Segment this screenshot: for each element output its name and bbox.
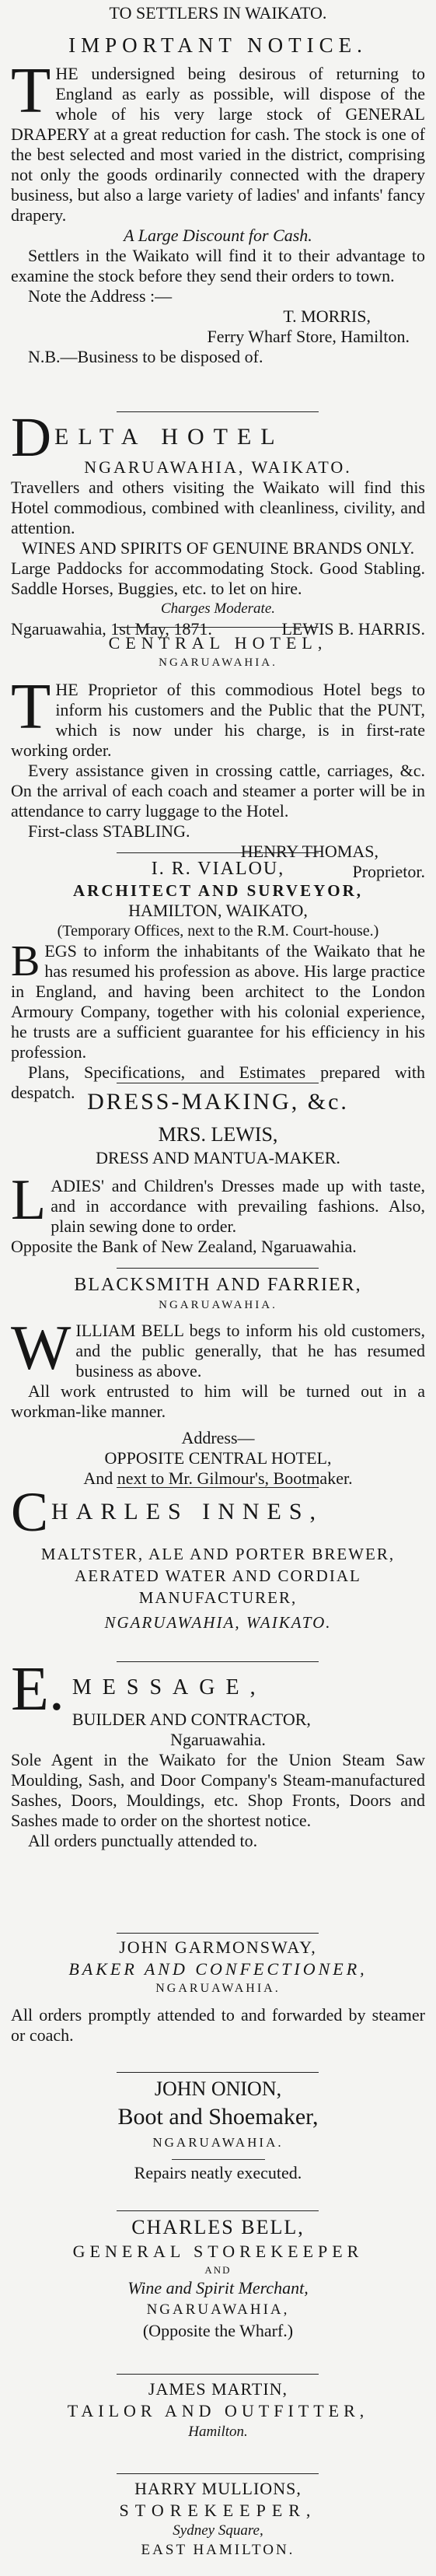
ad-trade: STOREKEEPER,: [119, 2501, 317, 2520]
ad-address-1: OPPOSITE CENTRAL HOTEL,: [104, 1448, 332, 1468]
ad-and: AND: [204, 2264, 232, 2276]
ad-opposite: Opposite the Bank of New Zealand, Ngaruawahia.: [11, 1237, 357, 1256]
ad-offices: (Temporary Offices, next to the R.M. Court-house.): [57, 922, 379, 940]
ad-name: CHARLES BELL,: [131, 2216, 305, 2238]
ad-body: WILLIAM BELL begs to inform his old customers, and the public generally, that he has resumed business as above.: [11, 1312, 425, 1383]
ad-body: Sole Agent in the Waikato for the Union Steam Saw Moulding, Sash, and Door Company's Steam-manufactured Sashes, Doors, Mouldings, etc. Shop Fronts, Doors and Sashes made to order on the shortest notice.: [11, 1750, 425, 1830]
ad-name: MRS. LEWIS,: [158, 1123, 278, 1146]
drop-cap: L: [11, 1168, 47, 1232]
ad-james-martin: [11, 2378, 425, 2470]
ad-role: Proprietor.: [352, 862, 425, 881]
ad-wines: WINES AND SPIRITS OF GENUINE BRANDS ONLY.: [21, 538, 415, 558]
ad-trade: DRESS AND MANTUA-MAKER.: [96, 1148, 340, 1167]
ad-body: Travellers and others visiting the Waikato will find this Hotel commodious, combined with cleanliness, civility, and attention.: [11, 478, 425, 537]
ad-garmonsway: [11, 1937, 425, 2069]
ad-title-line: DELTA HOTEL: [11, 406, 284, 468]
drop-cap: C: [11, 1481, 49, 1543]
ad-charges: Charges Moderate.: [160, 600, 276, 617]
ad-message-builder: [11, 1655, 425, 1929]
ad-title-line: E. MESSAGE,: [11, 1655, 267, 1724]
ad-signature: LEWIS B. HARRIS.: [281, 619, 425, 639]
ad-name: JOHN GARMONSWAY,: [119, 1937, 317, 1957]
ad-trade: GENERAL STOREKEEPER: [72, 2242, 364, 2261]
ad-wine: Wine and Spirit Merchant,: [127, 2278, 309, 2298]
ad-place: NGARUAWAHIA.: [152, 2135, 284, 2150]
ad-title-line: CHARLES INNES,: [11, 1481, 324, 1543]
ad-place: NGARUAWAHIA.: [159, 656, 277, 669]
ad-trade: Boot and Shoemaker,: [117, 2104, 319, 2130]
ad-body-2: All work entrusted to him will be turned out in a workman-like manner.: [11, 1381, 425, 1421]
ad-orders: All orders punctually attended to.: [28, 1831, 258, 1850]
ad-trade: MALTSTER, ALE AND PORTER BREWER, AERATED WATER AND CORDIAL MANUFACTURER,: [40, 1545, 396, 1607]
ad-body-2: Settlers in the Waikato will find it to their advantage to examine the stock before they send their orders to town.: [11, 246, 425, 285]
ad-body-2: Every assistance given in crossing cattle, carriages, &c. On the arrival of each coach and steamer a porter will be in attendance to carry luggage to the Hotel.: [11, 761, 425, 821]
ad-signature: T. MORRIS,: [283, 306, 371, 326]
ad-place: NGARUAWAHIA.: [159, 1299, 277, 1311]
ad-emphasis: A Large Discount for Cash.: [124, 226, 312, 245]
divider: [117, 2374, 319, 2375]
drop-cap: E.: [11, 1655, 65, 1724]
ad-name: HARRY MULLIONS,: [134, 2479, 302, 2498]
ad-trade: BAKER AND CONFECTIONER,: [68, 1959, 368, 1979]
ad-place: NGARUAWAHIA,: [146, 2301, 290, 2318]
ad-trade: TAILOR AND OUTFITTER,: [67, 2401, 369, 2420]
ad-paddocks: Large Paddocks for accommodating Stock. Good Stabling. Saddle Horses, Buggies, etc. to let on hire.: [11, 558, 425, 598]
ad-note-nb: N.B.—Business to be disposed of.: [28, 347, 263, 366]
ad-delta-hotel: [11, 406, 425, 639]
ad-body: All orders promptly attended to and forwarded by steamer or coach.: [11, 2005, 425, 2045]
divider: [117, 1487, 319, 1488]
ad-body: THE undersigned being desirous of returning to England as early as possible, will dispose of the whole of his very large stock of GENERAL DRAPERY at a great reduction for cash. The stock is one of the best selected and most varied in the district, comprising not only the goods ordinarily connected with the drapery business, but also a large variety of ladies' and infants' fancy drapery.: [11, 54, 425, 225]
ad-charles-bell: [11, 2215, 425, 2371]
ad-name: JAMES MARTIN,: [148, 2379, 288, 2399]
drop-cap: B: [11, 937, 40, 985]
divider: [117, 2210, 319, 2211]
ad-name: JOHN ONION,: [154, 2077, 282, 2100]
inner-divider: [172, 2159, 265, 2160]
divider: [117, 2473, 319, 2474]
divider: [117, 1268, 319, 1269]
ad-signature: HENRY THOMAS,: [240, 842, 378, 861]
ad-place: NGARUAWAHIA, WAIKATO.: [104, 1613, 332, 1632]
ad-title: DRESS-MAKING, &c.: [87, 1089, 349, 1115]
divider: [117, 2072, 319, 2073]
ad-body: BEGS to inform the inhabitants of the Waikato that he has resumed his profession as above. His large practice in England, and having been architect to the London Armoury Company, together with his colonial experience, he trusts are a sufficient guarantee for his efficiency in his profession.: [11, 937, 425, 1062]
divider: [117, 1933, 319, 1934]
ad-body: THE Proprietor of this commodious Hotel begs to inform his customers and the Public that the PUNT, which is now under his charge, is in first-rate working order.: [11, 670, 425, 760]
ad-place: Ngaruawahia.: [170, 1730, 266, 1749]
ad-address-label: Address—: [181, 1428, 255, 1447]
ad-title: IMPORTANT NOTICE.: [68, 33, 368, 57]
ad-address-2: And next to Mr. Gilmour's, Bootmaker.: [83, 1468, 353, 1488]
divider: [117, 852, 319, 853]
drop-cap: W: [11, 1312, 72, 1383]
drop-cap: T: [11, 54, 51, 127]
ad-trade: BUILDER AND CONTRACTOR,: [72, 1710, 311, 1729]
ad-john-onion: [11, 2077, 425, 2207]
ad-place: HAMILTON, WAIKATO,: [128, 901, 308, 920]
drop-cap: D: [11, 406, 51, 468]
ad-repairs: Repairs neatly executed.: [134, 2163, 302, 2182]
column-header: TO SETTLERS IN WAIKATO.: [109, 3, 327, 23]
ad-body: LADIES' and Children's Dresses made up with taste, and in accordance with prevailing fashions. Also, plain sewing done to order.: [11, 1168, 425, 1236]
ad-opposite: (Opposite the Wharf.): [142, 2321, 294, 2340]
ad-harry-mullions: [11, 2478, 425, 2574]
ad-address: Ferry Wharf Store, Hamilton.: [207, 327, 410, 346]
ad-blacksmith: [11, 1272, 425, 1488]
ad-dress-making: [11, 1087, 425, 1265]
ad-place: Hamilton.: [188, 2424, 248, 2440]
ad-date: Ngaruawahia, 1st May, 1871.: [11, 619, 212, 639]
drop-cap: T: [11, 670, 51, 743]
ad-note: Note the Address :—: [28, 286, 173, 306]
ad-important-notice: [11, 30, 425, 409]
divider: [117, 1661, 319, 1662]
ad-title: BLACKSMITH AND FARRIER,: [74, 1275, 362, 1295]
ad-title: ARCHITECT AND SURVEYOR,: [72, 881, 363, 900]
ad-place: NGARUAWAHIA, WAIKATO.: [84, 457, 352, 477]
ad-plans: Plans, Specifications, and Estimates prepared with despatch.: [11, 1062, 425, 1102]
ad-street: Sydney Square,: [173, 2522, 263, 2539]
ad-stabling: First-class STABLING.: [28, 821, 190, 841]
ad-place: NGARUAWAHIA.: [155, 1982, 281, 1995]
divider: [117, 411, 319, 412]
ad-name: I. R. VIALOU,: [151, 859, 285, 879]
ad-charles-innes: [11, 1481, 425, 1658]
ad-title: CENTRAL HOTEL,: [108, 633, 328, 653]
divider: [117, 627, 319, 628]
ad-place: EAST HAMILTON.: [141, 2542, 295, 2558]
